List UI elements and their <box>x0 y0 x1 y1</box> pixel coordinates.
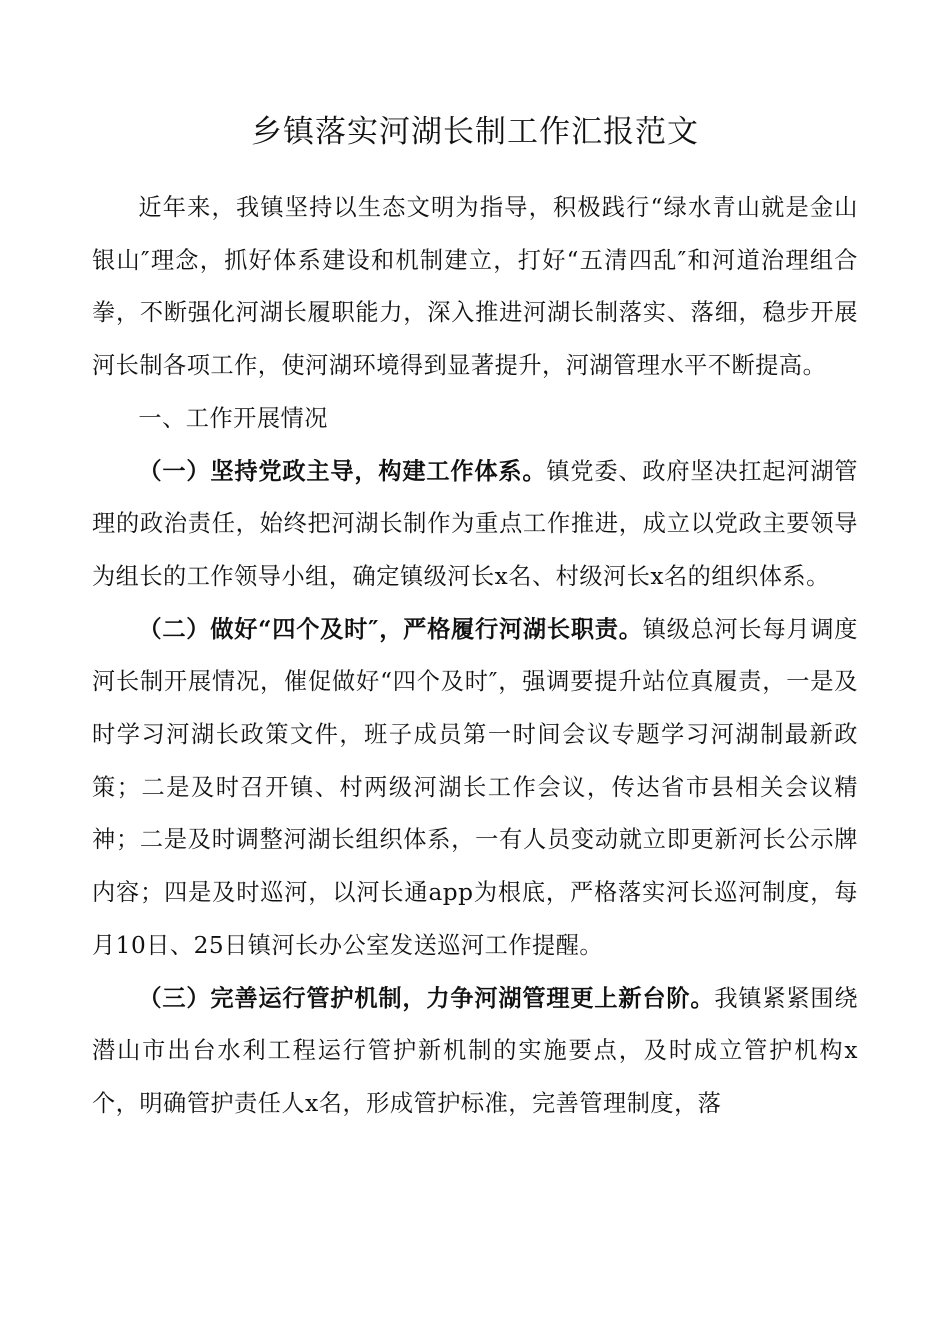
item-lead-3: （三）完善运行管护机制，力争河湖管理更上新台阶。 <box>138 984 715 1012</box>
intro-paragraph: 近年来，我镇坚持以生态文明为指导，积极践行“绿水青山就是金山银山″理念，抓好体系建设和机制建立，打好“五清四乱″和河道治理组合拳，不断强化河湖长履职能力，深入推进河湖长制落实、落细，稳步开展河长制各项工作，使河湖环境得到显著提升，河湖管理水平不断提高。 <box>92 194 858 380</box>
item-paragraph-1 <box>92 446 858 604</box>
item-body-1: 镇党委、政府坚决扛起河湖管理的政治责任，始终把河湖长制作为重点工作推进，成立以党政主要领导为组长的工作领导小组，确定镇级河长x名、村级河长x名的组织体系。 <box>92 457 858 590</box>
item-paragraph-2 <box>92 604 858 973</box>
item-body-3: 我镇紧紧围绕潜山市出台水利工程运行管护新机制的实施要点，及时成立管护机构x个，明确管护责任人x名，形成管护标准，完善管理制度，落 <box>92 984 859 1117</box>
item-paragraph-3 <box>92 973 858 1131</box>
document-title: 乡镇落实河湖长制工作汇报范文 <box>251 114 699 150</box>
item-lead-1: （一）坚持党政主导，构建工作体系。 <box>138 457 547 485</box>
item-lead-2: （二）做好“四个及时″，严格履行河湖长职责。 <box>138 615 643 643</box>
document-page <box>92 100 858 1131</box>
item-body-2: 镇级总河长每月调度河长制开展情况，催促做好“四个及时″，强调要提升站位真履责，一是及时学习河湖长政策文件，班子成员第一时间会议专题学习河湖制最新政策；二是及时召开镇、村两级河湖长工作会议，传达省市县相关会议精神；二是及时调整河湖长组织体系，一有人员变动就立即更新河长公示牌内容；四是及时巡河，以河长通app为根底，严格落实河长巡河制度，每月10日、25日镇河长办公室发送巡河工作提醒。 <box>92 615 858 959</box>
section-heading: 一、工作开展情况 <box>138 404 328 432</box>
